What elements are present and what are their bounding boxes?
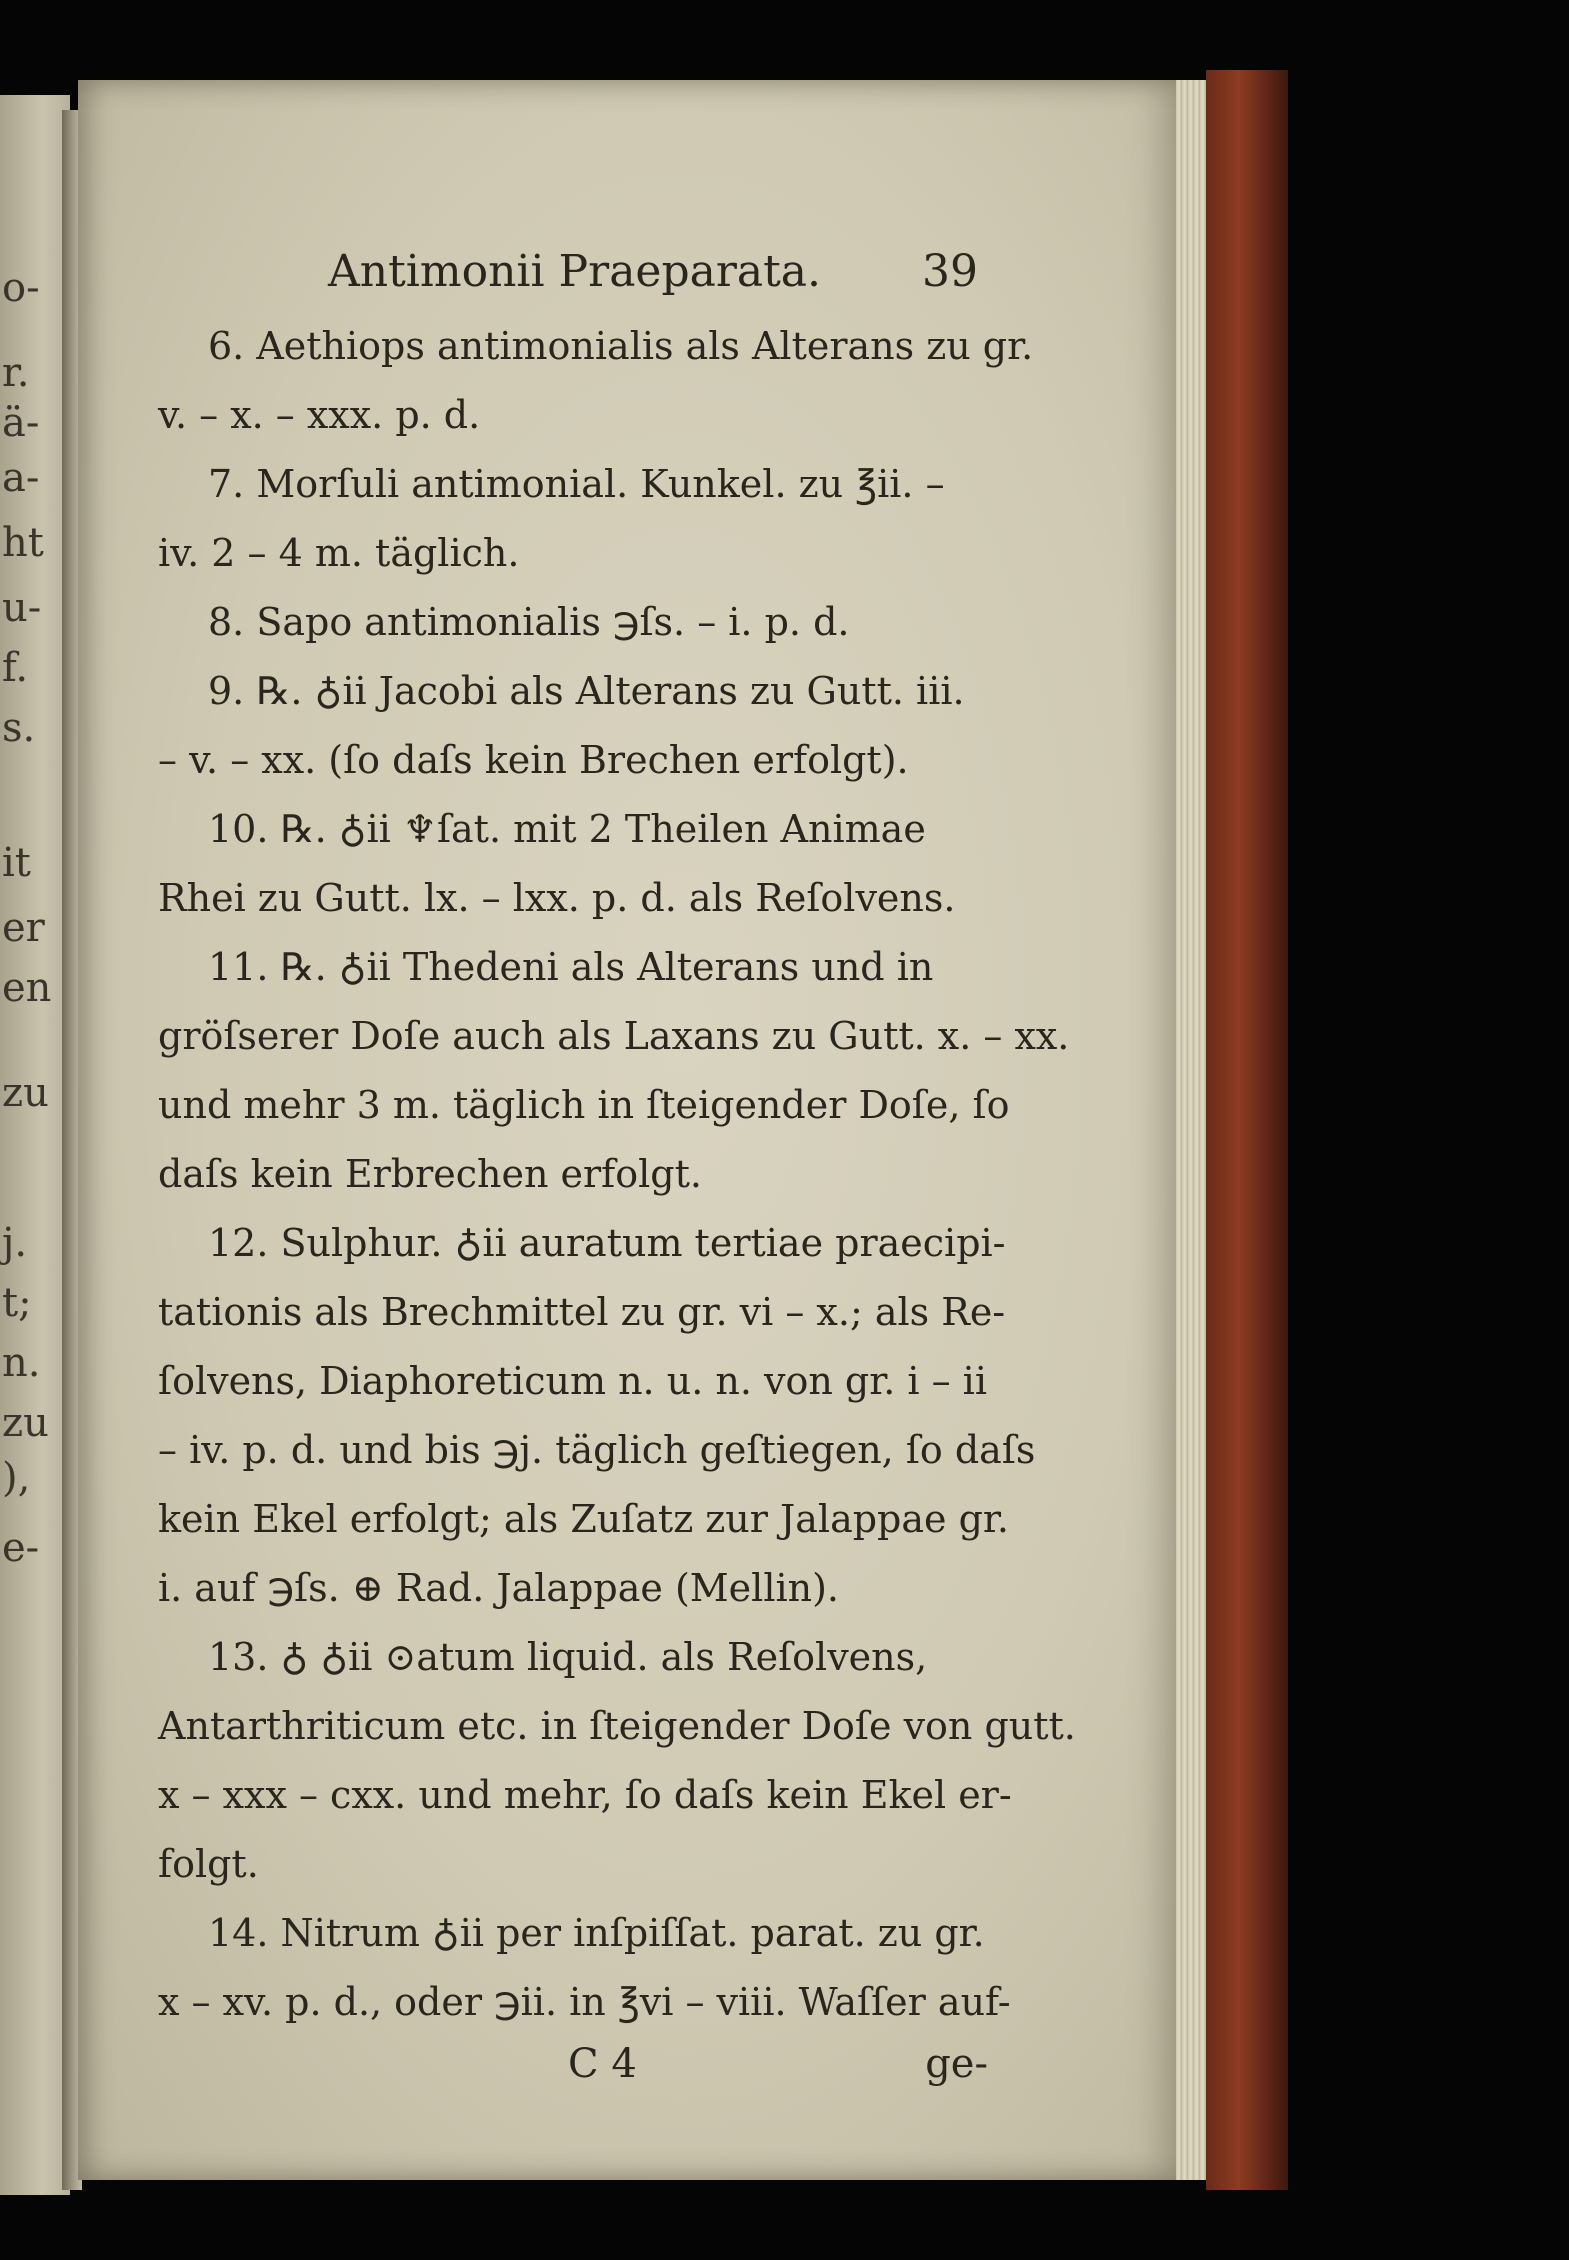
text-line: ſolvens, Diaphoreticum n. u. n. von gr. i – ii xyxy=(158,1359,987,1403)
text-line: x – xv. p. d., oder ℈ii. in ℥vi – viii. Waſſer auf- xyxy=(158,1980,1011,2024)
margin-fragment: r. xyxy=(2,350,30,396)
text-line: 8. Sapo antimonialis ℈ſs. – i. p. d. xyxy=(208,600,850,644)
text-line: gröſserer Doſe auch als Laxans zu Gutt. x. – xx. xyxy=(158,1014,1070,1058)
text-line: 12. Sulphur. ♁ii auratum tertiae praecipi- xyxy=(208,1221,1006,1265)
text-line: 14. Nitrum ♁ii per inſpiſſat. parat. zu gr. xyxy=(208,1911,985,1955)
margin-fragment: e- xyxy=(2,1525,40,1571)
margin-fragment: ), xyxy=(2,1455,31,1501)
text-line: i. auf ℈ſs. ⊕ Rad. Jalappae (Mellin). xyxy=(158,1566,840,1610)
margin-fragment: f. xyxy=(2,645,29,691)
margin-fragment: j. xyxy=(2,1220,28,1266)
margin-fragment: u- xyxy=(2,585,42,631)
margin-fragment: a- xyxy=(2,455,40,501)
margin-fragment: zu xyxy=(2,1400,49,1446)
margin-fragment: en xyxy=(2,965,52,1011)
margin-fragment: ä- xyxy=(2,400,40,446)
text-line: kein Ekel erfolgt; als Zuſatz zur Jalappae gr. xyxy=(158,1497,1009,1541)
text-line: 13. ♁ ♁ii ⊙atum liquid. als Reſolvens, xyxy=(208,1635,928,1679)
text-line: iv. 2 – 4 m. täglich. xyxy=(158,531,520,575)
margin-fragment: er xyxy=(2,905,45,951)
text-line: und mehr 3 m. täglich in ſteigender Doſe, ſo xyxy=(158,1083,1010,1127)
text-line: 9. ℞. ♁ii Jacobi als Alterans zu Gutt. iii. xyxy=(208,669,965,713)
text-line: v. – x. – xxx. p. d. xyxy=(158,393,481,437)
text-line: Antarthriticum etc. in ſteigender Doſe von gutt. xyxy=(158,1704,1076,1748)
text-line: 10. ℞. ♁ii ♆ſat. mit 2 Theilen Animae xyxy=(208,807,926,851)
page-footer xyxy=(158,2041,988,2101)
margin-fragment: ht xyxy=(2,520,44,566)
margin-fragment: n. xyxy=(2,1340,41,1386)
text-line: folgt. xyxy=(158,1842,259,1886)
margin-fragment: t; xyxy=(2,1280,32,1326)
text-line: x – xxx – cxx. und mehr, ſo daſs kein Ekel er- xyxy=(158,1773,1012,1817)
text-line: daſs kein Erbrechen erfolgt. xyxy=(158,1152,702,1196)
signature-mark: C 4 xyxy=(568,2041,637,2087)
text-line: – iv. p. d. und bis ℈j. täglich geſtiegen, ſo daſs xyxy=(158,1428,1036,1472)
margin-fragment: it xyxy=(2,840,31,886)
text-line: – v. – xx. (ſo daſs kein Brechen erfolgt). xyxy=(158,738,909,782)
text-line: Rhei zu Gutt. lx. – lxx. p. d. als Reſolvens. xyxy=(158,876,956,920)
page-text xyxy=(158,232,1076,2101)
book-cover-edge xyxy=(1206,70,1288,2190)
margin-fragment: zu xyxy=(2,1070,49,1116)
page-number: 39 xyxy=(922,246,978,297)
running-header xyxy=(158,232,988,312)
margin-fragment: s. xyxy=(2,705,36,751)
text-line: 6. Aethiops antimonialis als Alterans zu gr. xyxy=(208,324,1034,368)
catchword: ge- xyxy=(925,2041,988,2087)
text-line: 7. Morſuli antimonial. Kunkel. zu ℥ii. – xyxy=(208,462,945,506)
facing-page-fragment xyxy=(0,95,70,2195)
margin-fragment: o- xyxy=(2,265,40,311)
text-line: tationis als Brechmittel zu gr. vi – x.; als Re- xyxy=(158,1290,1006,1334)
running-title: Antimonii Praeparata. xyxy=(328,246,822,297)
text-line: 11. ℞. ♁ii Thedeni als Alterans und in xyxy=(208,945,934,989)
